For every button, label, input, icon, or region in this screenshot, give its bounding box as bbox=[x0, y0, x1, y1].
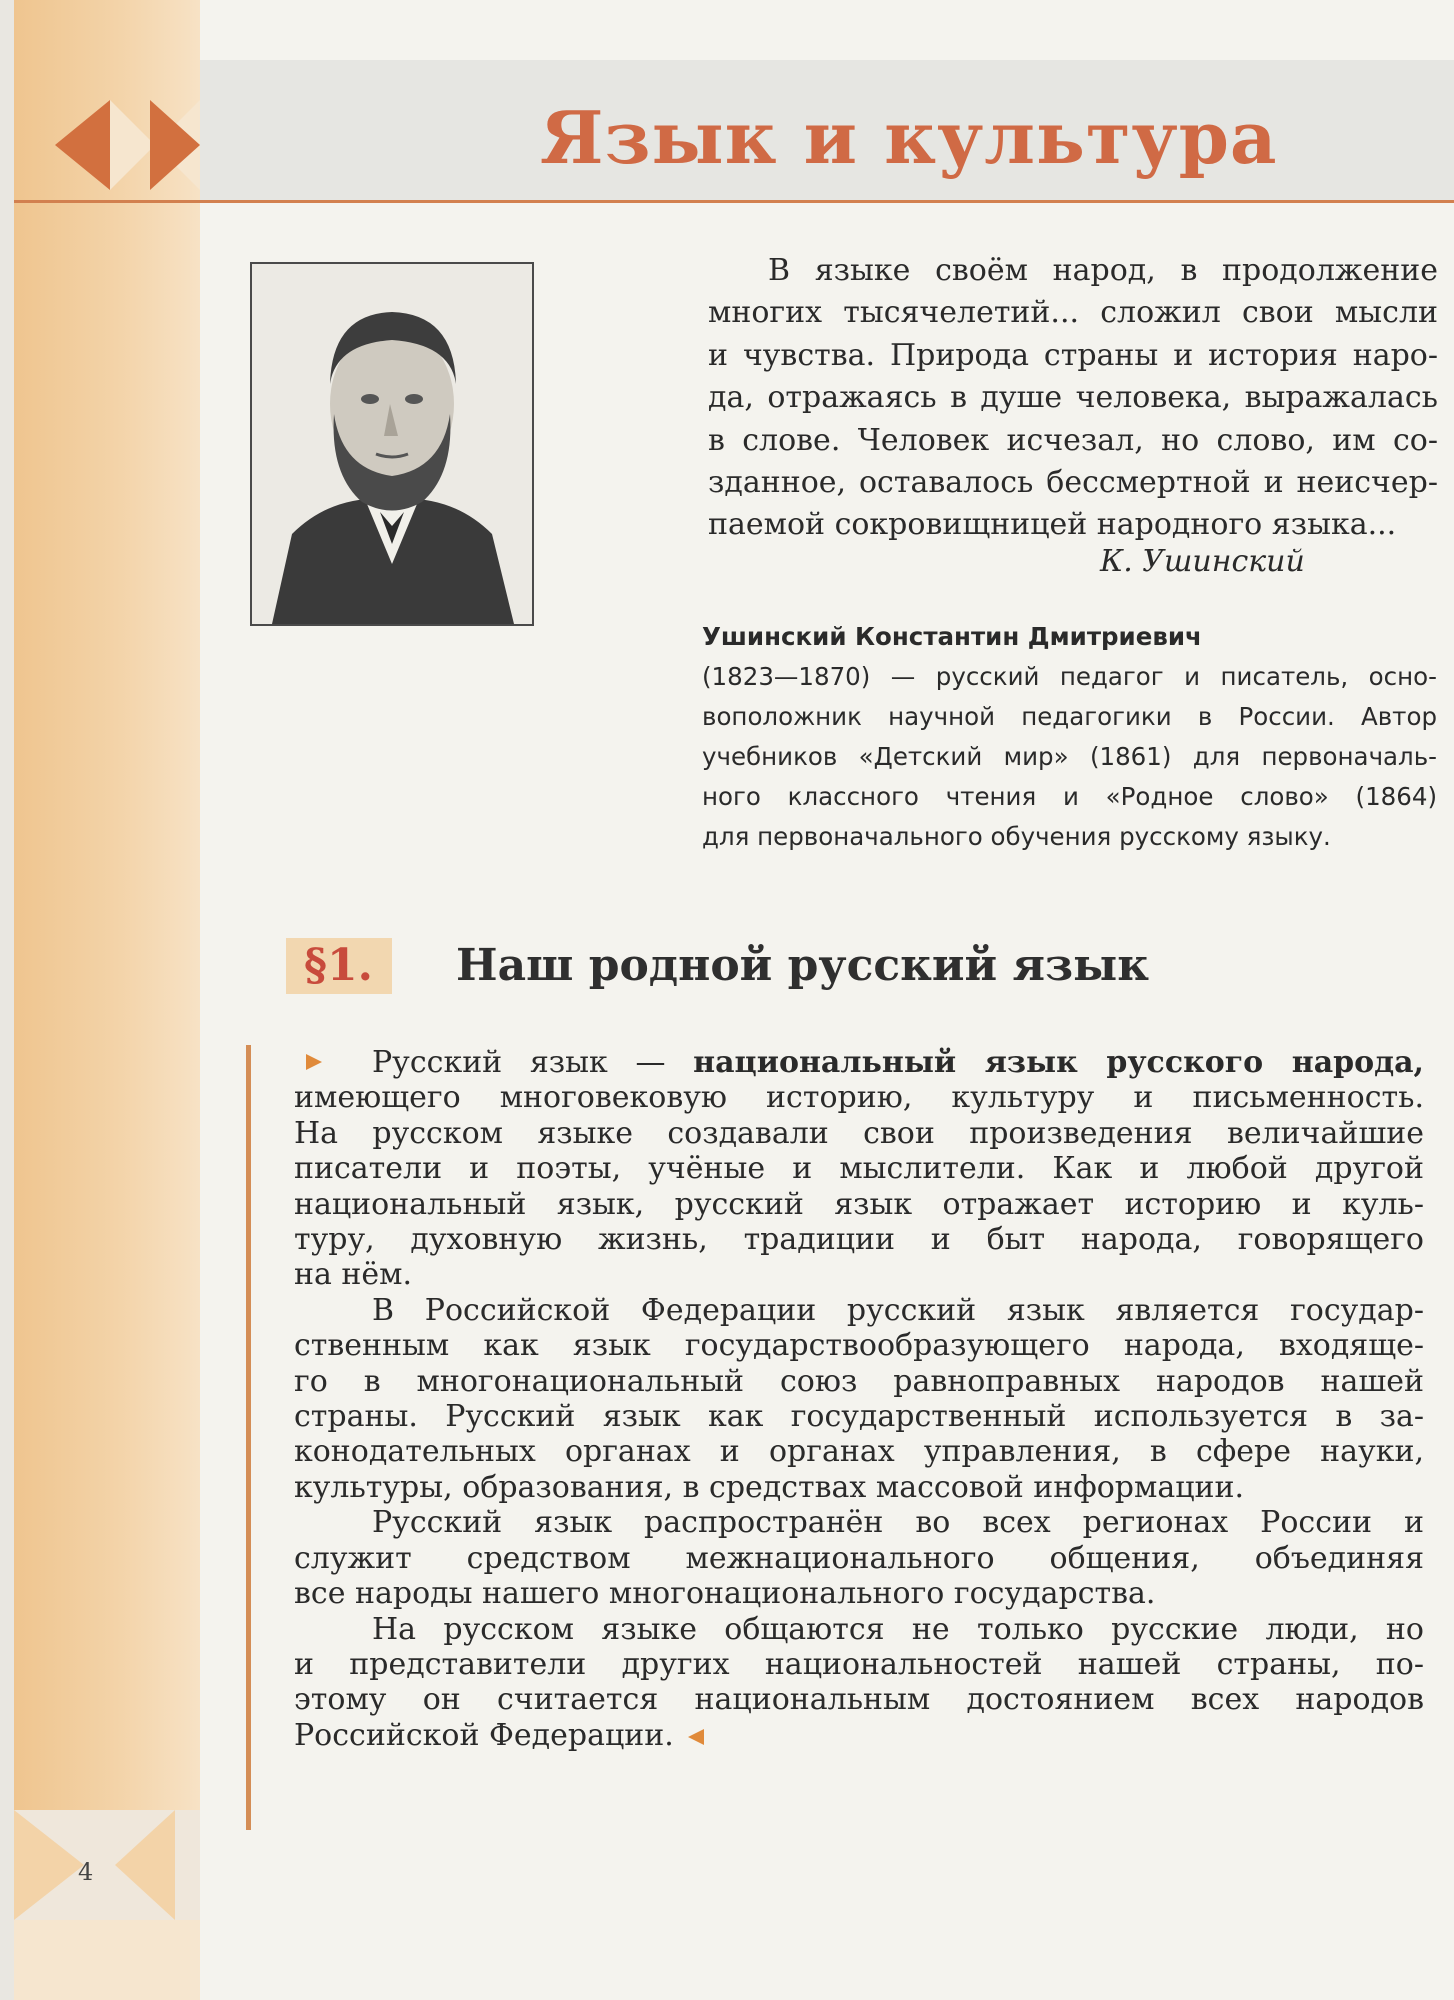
body-line bbox=[294, 1718, 1424, 1753]
epigraph-line: да, отражаясь в душе человека, выражалась bbox=[708, 380, 1438, 416]
title-rule bbox=[14, 200, 1454, 203]
body-line: этому он считается национальным достоянием всех народов bbox=[294, 1682, 1424, 1718]
section-number: §1. bbox=[304, 940, 373, 991]
epigraph-line: паемой сокровищницей народного языка... bbox=[708, 507, 1397, 543]
body-lead-bold: национальный язык русского народа, bbox=[693, 1045, 1424, 1080]
page-edge bbox=[0, 0, 14, 2000]
body-lead: Русский язык — bbox=[372, 1045, 694, 1080]
bio-line: учебников «Детский мир» (1861) для первоначаль- bbox=[702, 742, 1437, 771]
sidebar-stripe bbox=[14, 0, 200, 2000]
bio-line: для первоначального обучения русскому языку. bbox=[702, 822, 1331, 851]
body-last-text: Российской Федерации. bbox=[294, 1717, 674, 1753]
epigraph-line: зданное, оставалось бессмертной и неисчер- bbox=[708, 465, 1438, 501]
body-line: писатели и поэты, учёные и мыслители. Как и любой другой bbox=[294, 1151, 1424, 1187]
epigraph-quote bbox=[708, 250, 1438, 547]
bio-line: (1823—1870) — русский педагог и писатель, осно- bbox=[702, 662, 1437, 691]
triangle-left-icon bbox=[688, 1729, 704, 1745]
body-line: В Российской Федерации русский язык является государ- bbox=[372, 1292, 1424, 1328]
body-line: и представители других национальностей нашей страны, по- bbox=[294, 1646, 1424, 1682]
page-title: Язык и культура bbox=[540, 95, 1278, 180]
body-line: на нём. bbox=[294, 1257, 413, 1293]
epigraph-line: в слове. Человек исчезал, но слово, им со- bbox=[708, 422, 1438, 458]
body-line: туру, духовную жизнь, традиции и быт народа, говорящего bbox=[294, 1222, 1424, 1258]
body-line: На русском языке общаются не только русские люди, но bbox=[372, 1611, 1424, 1647]
body-line: национальный язык, русский язык отражает историю и куль- bbox=[294, 1186, 1424, 1222]
epigraph-author: К. Ушинский bbox=[1100, 544, 1305, 579]
epigraph-line: многих тысячелетий... сложил свои мысли bbox=[708, 295, 1438, 331]
body-line: служит средством межнационального общения, объединяя bbox=[294, 1540, 1424, 1576]
body-text bbox=[294, 1045, 1424, 1753]
biography bbox=[702, 617, 1437, 857]
body-line: имеющего многовековую историю, культуру и письменность. bbox=[294, 1080, 1424, 1116]
bio-line: воположник научной педагогики в России. Автор bbox=[702, 702, 1437, 731]
portrait bbox=[250, 262, 534, 626]
epigraph-line: В языке своём народ, в продолжение bbox=[768, 253, 1438, 288]
section-title: Наш родной русский язык bbox=[456, 940, 1149, 991]
body-line bbox=[294, 1045, 1424, 1080]
body-line: конодательных органах и органах управления, в сфере науки, bbox=[294, 1434, 1424, 1470]
epigraph-line: и чувства. Природа страны и история наро- bbox=[708, 337, 1438, 373]
bio-line: ного классного чтения и «Родное слово» (1864) bbox=[702, 782, 1437, 811]
body-line: культуры, образования, в средствах массовой информации. bbox=[294, 1469, 1245, 1505]
portrait-engraving-icon bbox=[252, 264, 532, 624]
paragraph-side-bar bbox=[246, 1045, 251, 1830]
body-line: страны. Русский язык как государственный используется в за- bbox=[294, 1399, 1424, 1435]
body-line: го в многонациональный союз равноправных народов нашей bbox=[294, 1363, 1424, 1399]
page-number: 4 bbox=[78, 1858, 94, 1886]
bio-name: Ушинский Константин Дмитриевич bbox=[702, 622, 1202, 651]
body-line: Русский язык распространён во всех регионах России и bbox=[372, 1505, 1424, 1541]
body-line: все народы нашего многонационального государства. bbox=[294, 1576, 1156, 1612]
body-line: ственным как язык государствообразующего народа, входяще- bbox=[294, 1328, 1424, 1364]
body-line: На русском языке создавали свои произведения величайшие bbox=[294, 1115, 1424, 1151]
